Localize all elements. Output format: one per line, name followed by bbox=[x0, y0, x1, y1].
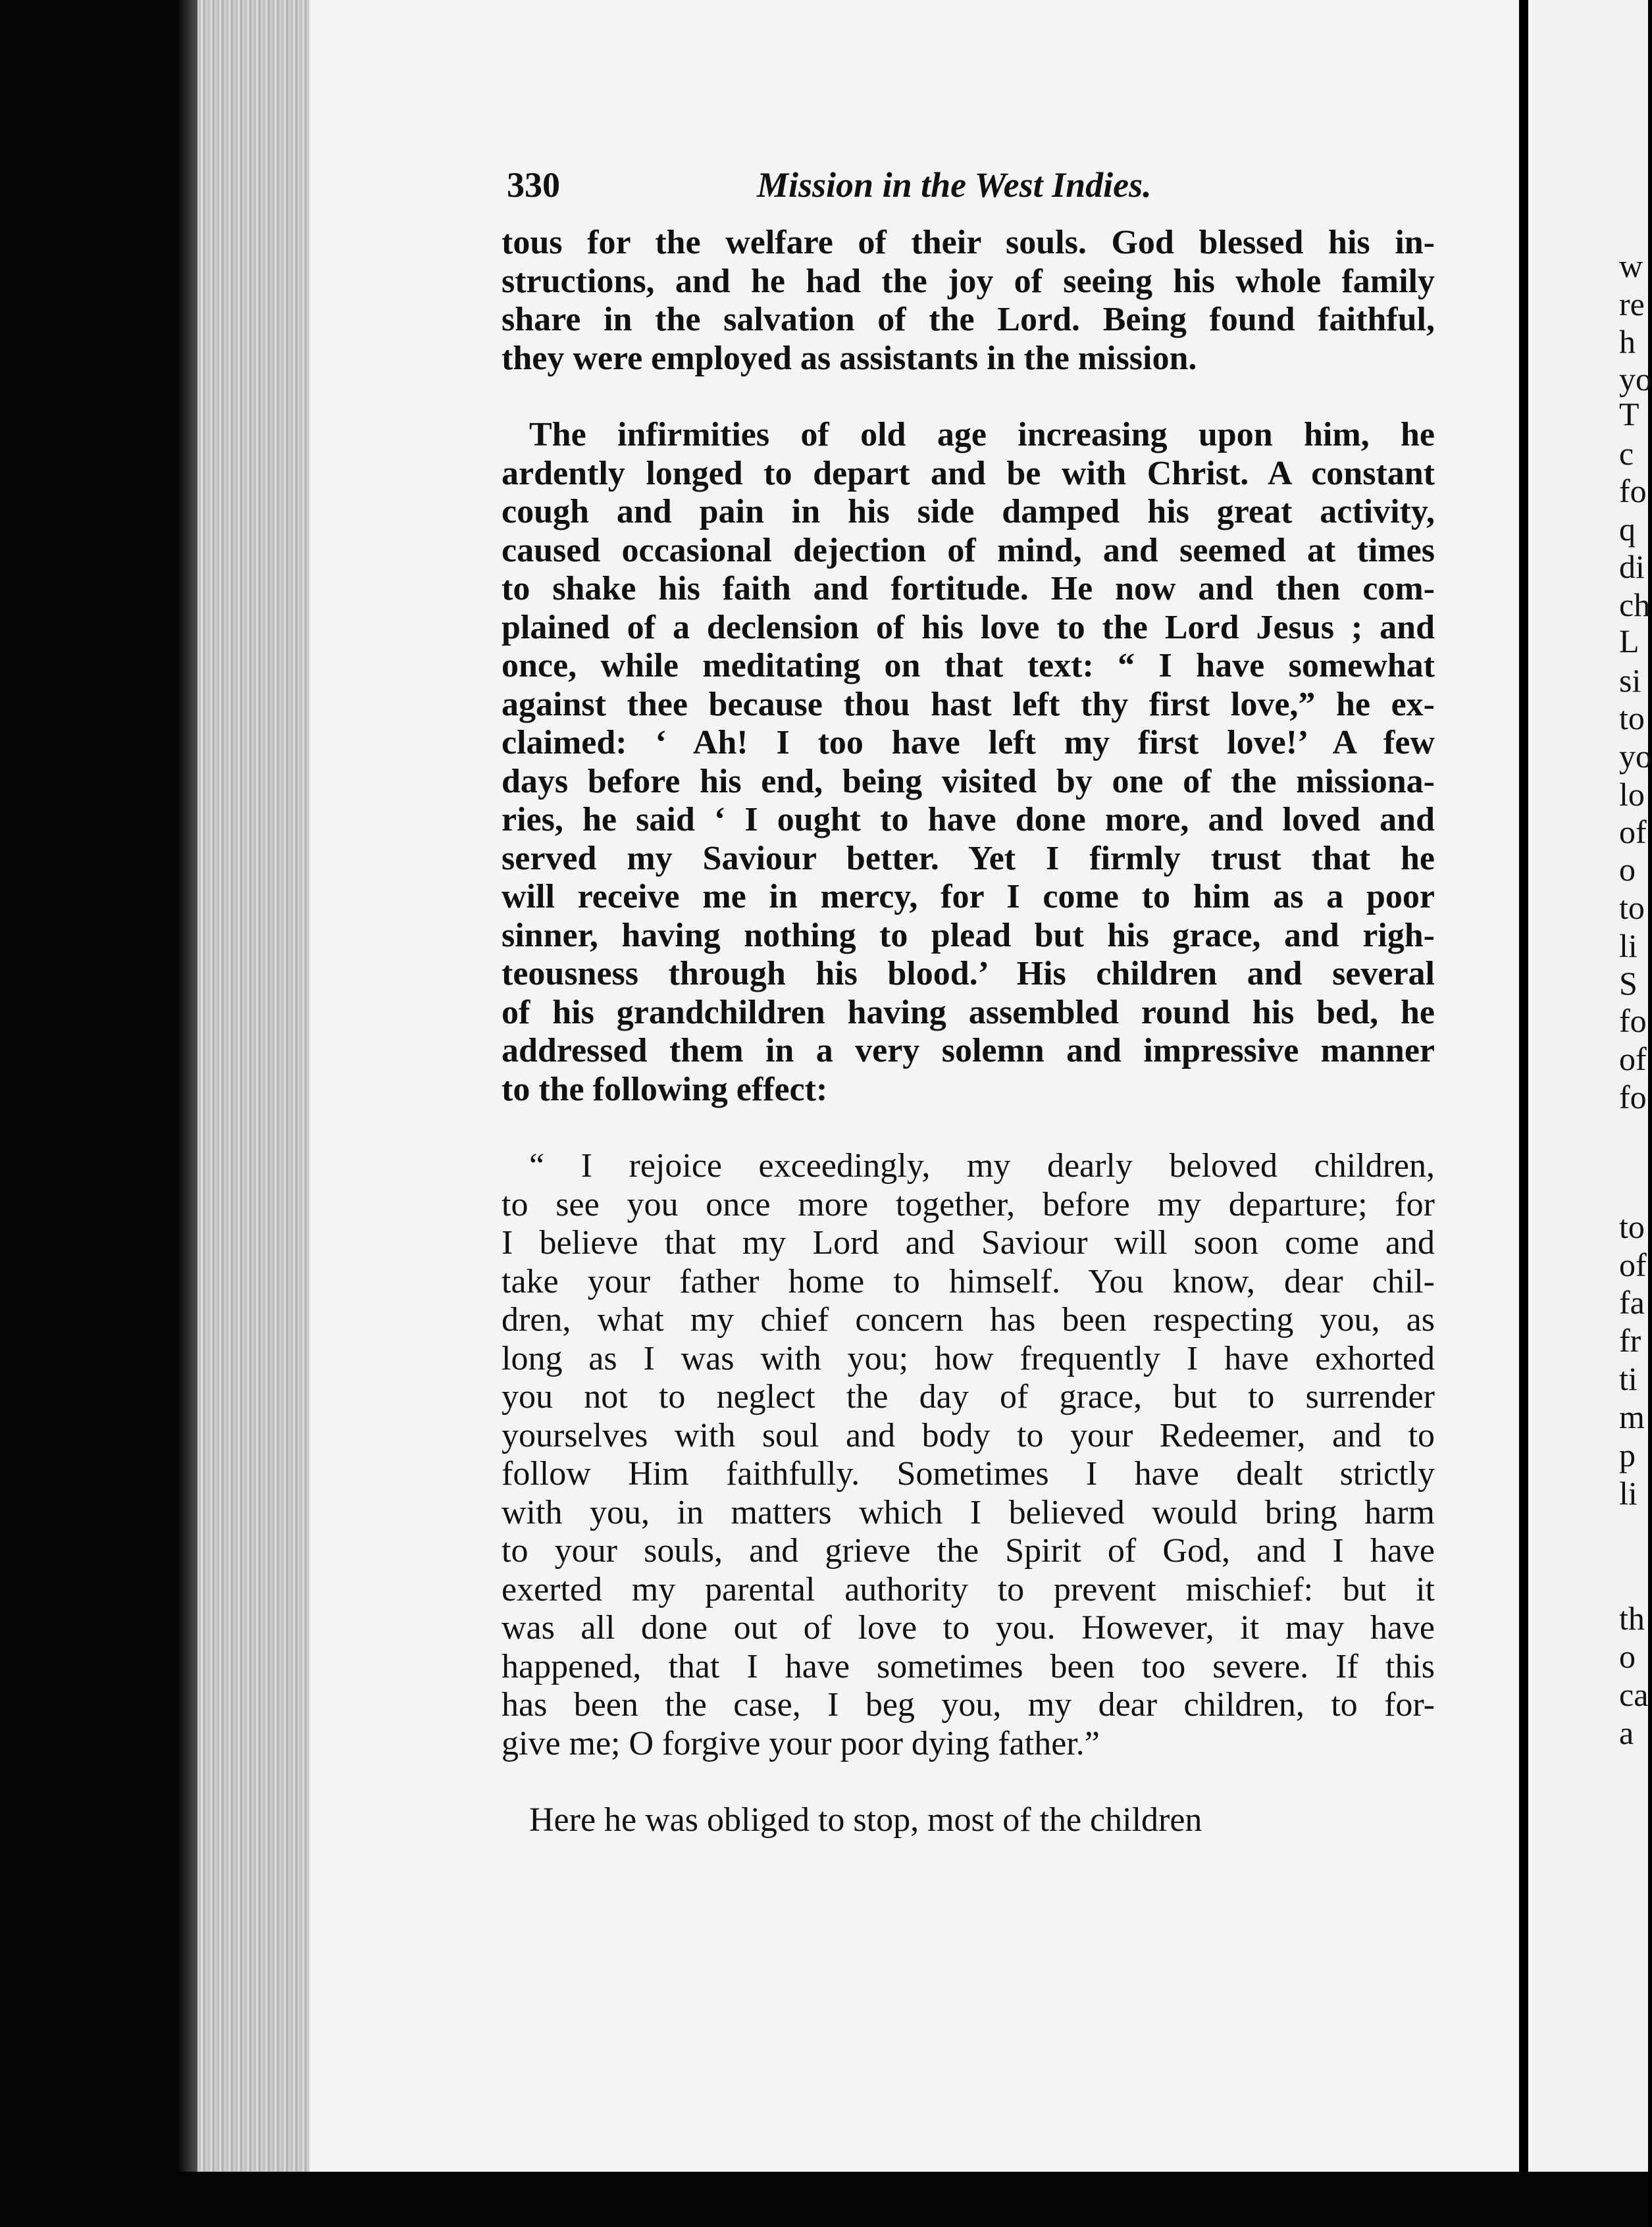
text-line: follow Him faithfully. Sometimes I have dealt strictly bbox=[502, 1455, 1435, 1493]
text-line: was all done out of love to you. However, it may have bbox=[502, 1609, 1435, 1647]
text-line: will receive me in mercy, for I come to him as a poor bbox=[502, 878, 1435, 915]
text-line: addressed them in a very solemn and impressive manner bbox=[502, 1032, 1435, 1069]
facing-page-text: ca bbox=[1619, 1676, 1649, 1713]
facing-page-text: yo bbox=[1619, 738, 1652, 775]
text-line: structions, and he had the joy of seeing his whole family bbox=[502, 262, 1435, 300]
text-line: you not to neglect the day of grace, but to surrender bbox=[502, 1378, 1435, 1416]
facing-page-text: p bbox=[1619, 1437, 1636, 1473]
paragraph-gap bbox=[502, 378, 1435, 416]
text-line: cough and pain in his side damped his great activity, bbox=[502, 493, 1435, 530]
text-line: once, while meditating on that text: “ I have somewhat bbox=[502, 647, 1435, 684]
text-line: served my Saviour better. Yet I firmly trust that he bbox=[502, 839, 1435, 877]
facing-page-text: o bbox=[1619, 1638, 1636, 1675]
text-line: to shake his faith and fortitude. He now and then com- bbox=[502, 570, 1435, 607]
text-line: The infirmities of old age increasing upon him, he bbox=[529, 416, 1435, 453]
facing-page-text: lo bbox=[1619, 776, 1645, 813]
page-body-text bbox=[502, 224, 1435, 1840]
facing-page-text: S bbox=[1619, 965, 1638, 1002]
text-line: long as I was with you; how frequently I have exhorted bbox=[502, 1339, 1435, 1377]
facing-page-text: th bbox=[1619, 1600, 1645, 1637]
text-line: exerted my parental authority to prevent mischief: but it bbox=[502, 1570, 1435, 1608]
facing-page-text: of bbox=[1619, 1246, 1647, 1283]
text-line: to your souls, and grieve the Spirit of God, and I have bbox=[502, 1532, 1435, 1570]
text-line: against thee because thou hast left thy first love,” he ex- bbox=[502, 685, 1435, 723]
text-line: days before his end, being visited by one of the missiona- bbox=[502, 762, 1435, 800]
facing-page-text: c bbox=[1619, 435, 1634, 472]
facing-page-text: li bbox=[1619, 1475, 1638, 1512]
facing-page-text: ch bbox=[1619, 586, 1651, 623]
text-line: give me; O forgive your poor dying father.” bbox=[502, 1724, 1100, 1762]
facing-page-text: o bbox=[1619, 851, 1636, 888]
text-line: they were employed as assistants in the mission. bbox=[502, 339, 1197, 377]
paragraph-gap bbox=[502, 1109, 1435, 1147]
text-line: caused occasional dejection of mind, and seemed at times bbox=[502, 531, 1435, 569]
facing-page-text: fo bbox=[1619, 1002, 1647, 1039]
text-line: with you, in matters which I believed would bring harm bbox=[502, 1493, 1435, 1531]
facing-page-text: yo bbox=[1619, 361, 1652, 397]
facing-page-text: w bbox=[1619, 247, 1643, 284]
text-line: Here he was obliged to stop, most of the children bbox=[529, 1801, 1202, 1839]
text-line: has been the case, I beg you, my dear children, to for- bbox=[502, 1686, 1435, 1724]
text-line: happened, that I have sometimes been too severe. If this bbox=[502, 1647, 1435, 1685]
page-gutter bbox=[1519, 0, 1528, 2227]
text-line: share in the salvation of the Lord. Being found faithful, bbox=[502, 301, 1435, 338]
facing-page-text: L bbox=[1619, 623, 1639, 659]
facing-page-text: ti bbox=[1619, 1360, 1638, 1397]
paragraph-gap bbox=[502, 1763, 1435, 1801]
facing-page-text: a bbox=[1619, 1714, 1634, 1751]
facing-page-text: q bbox=[1619, 511, 1636, 548]
facing-page-text: re bbox=[1619, 286, 1645, 322]
facing-page-text: T bbox=[1619, 396, 1639, 432]
facing-page-text: di bbox=[1619, 548, 1645, 585]
facing-page-text: to bbox=[1619, 1208, 1645, 1245]
facing-page-text: fo bbox=[1619, 1079, 1647, 1115]
text-line: “ I rejoice exceedingly, my dearly beloved children, bbox=[529, 1147, 1435, 1185]
scan-bottom-border bbox=[0, 2172, 1648, 2227]
text-line: yourselves with soul and body to your Redeemer, and to bbox=[502, 1416, 1435, 1454]
facing-page-text: of bbox=[1619, 813, 1647, 850]
text-line: teousness through his blood.’ His children and several bbox=[502, 955, 1435, 992]
text-line: take your father home to himself. You know, dear chil- bbox=[502, 1262, 1435, 1300]
facing-page-text: li bbox=[1619, 927, 1638, 964]
text-line: claimed: ‘ Ah! I too have left my first love!’ A few bbox=[502, 724, 1435, 761]
facing-page-text: to bbox=[1619, 889, 1645, 926]
text-line: dren, what my chief concern has been respecting you, as bbox=[502, 1301, 1435, 1339]
text-line: plained of a declension of his love to the Lord Jesus ; and bbox=[502, 608, 1435, 646]
text-line: to see you once more together, before my departure; for bbox=[502, 1185, 1435, 1223]
stacked-page-edges bbox=[197, 0, 309, 2227]
text-line: ries, he said ‘ I ought to have done more, and loved and bbox=[502, 801, 1435, 838]
page-header bbox=[507, 165, 1441, 211]
facing-page-text: si bbox=[1619, 662, 1641, 699]
text-line: ardently longed to depart and be with Christ. A constant bbox=[502, 454, 1435, 492]
page-number: 330 bbox=[507, 165, 560, 205]
facing-page-fragment bbox=[1528, 0, 1652, 2227]
facing-page-text: fa bbox=[1619, 1284, 1645, 1321]
facing-page-text: to bbox=[1619, 700, 1645, 736]
text-line: I believe that my Lord and Saviour will soon come and bbox=[502, 1224, 1435, 1262]
facing-page-text: fo bbox=[1619, 473, 1647, 509]
running-title: Mission in the West Indies. bbox=[757, 165, 1152, 205]
facing-page-text: fr bbox=[1619, 1322, 1641, 1359]
text-line: to the following effect: bbox=[502, 1070, 828, 1108]
text-line: of his grandchildren having assembled round his bed, he bbox=[502, 993, 1435, 1031]
text-line: sinner, having nothing to plead but his grace, and righ- bbox=[502, 916, 1435, 954]
facing-page-text: h bbox=[1619, 323, 1636, 360]
facing-page-text: of bbox=[1619, 1040, 1647, 1077]
facing-page-text: m bbox=[1619, 1398, 1645, 1435]
text-line: tous for the welfare of their souls. God blessed his in- bbox=[502, 224, 1435, 261]
